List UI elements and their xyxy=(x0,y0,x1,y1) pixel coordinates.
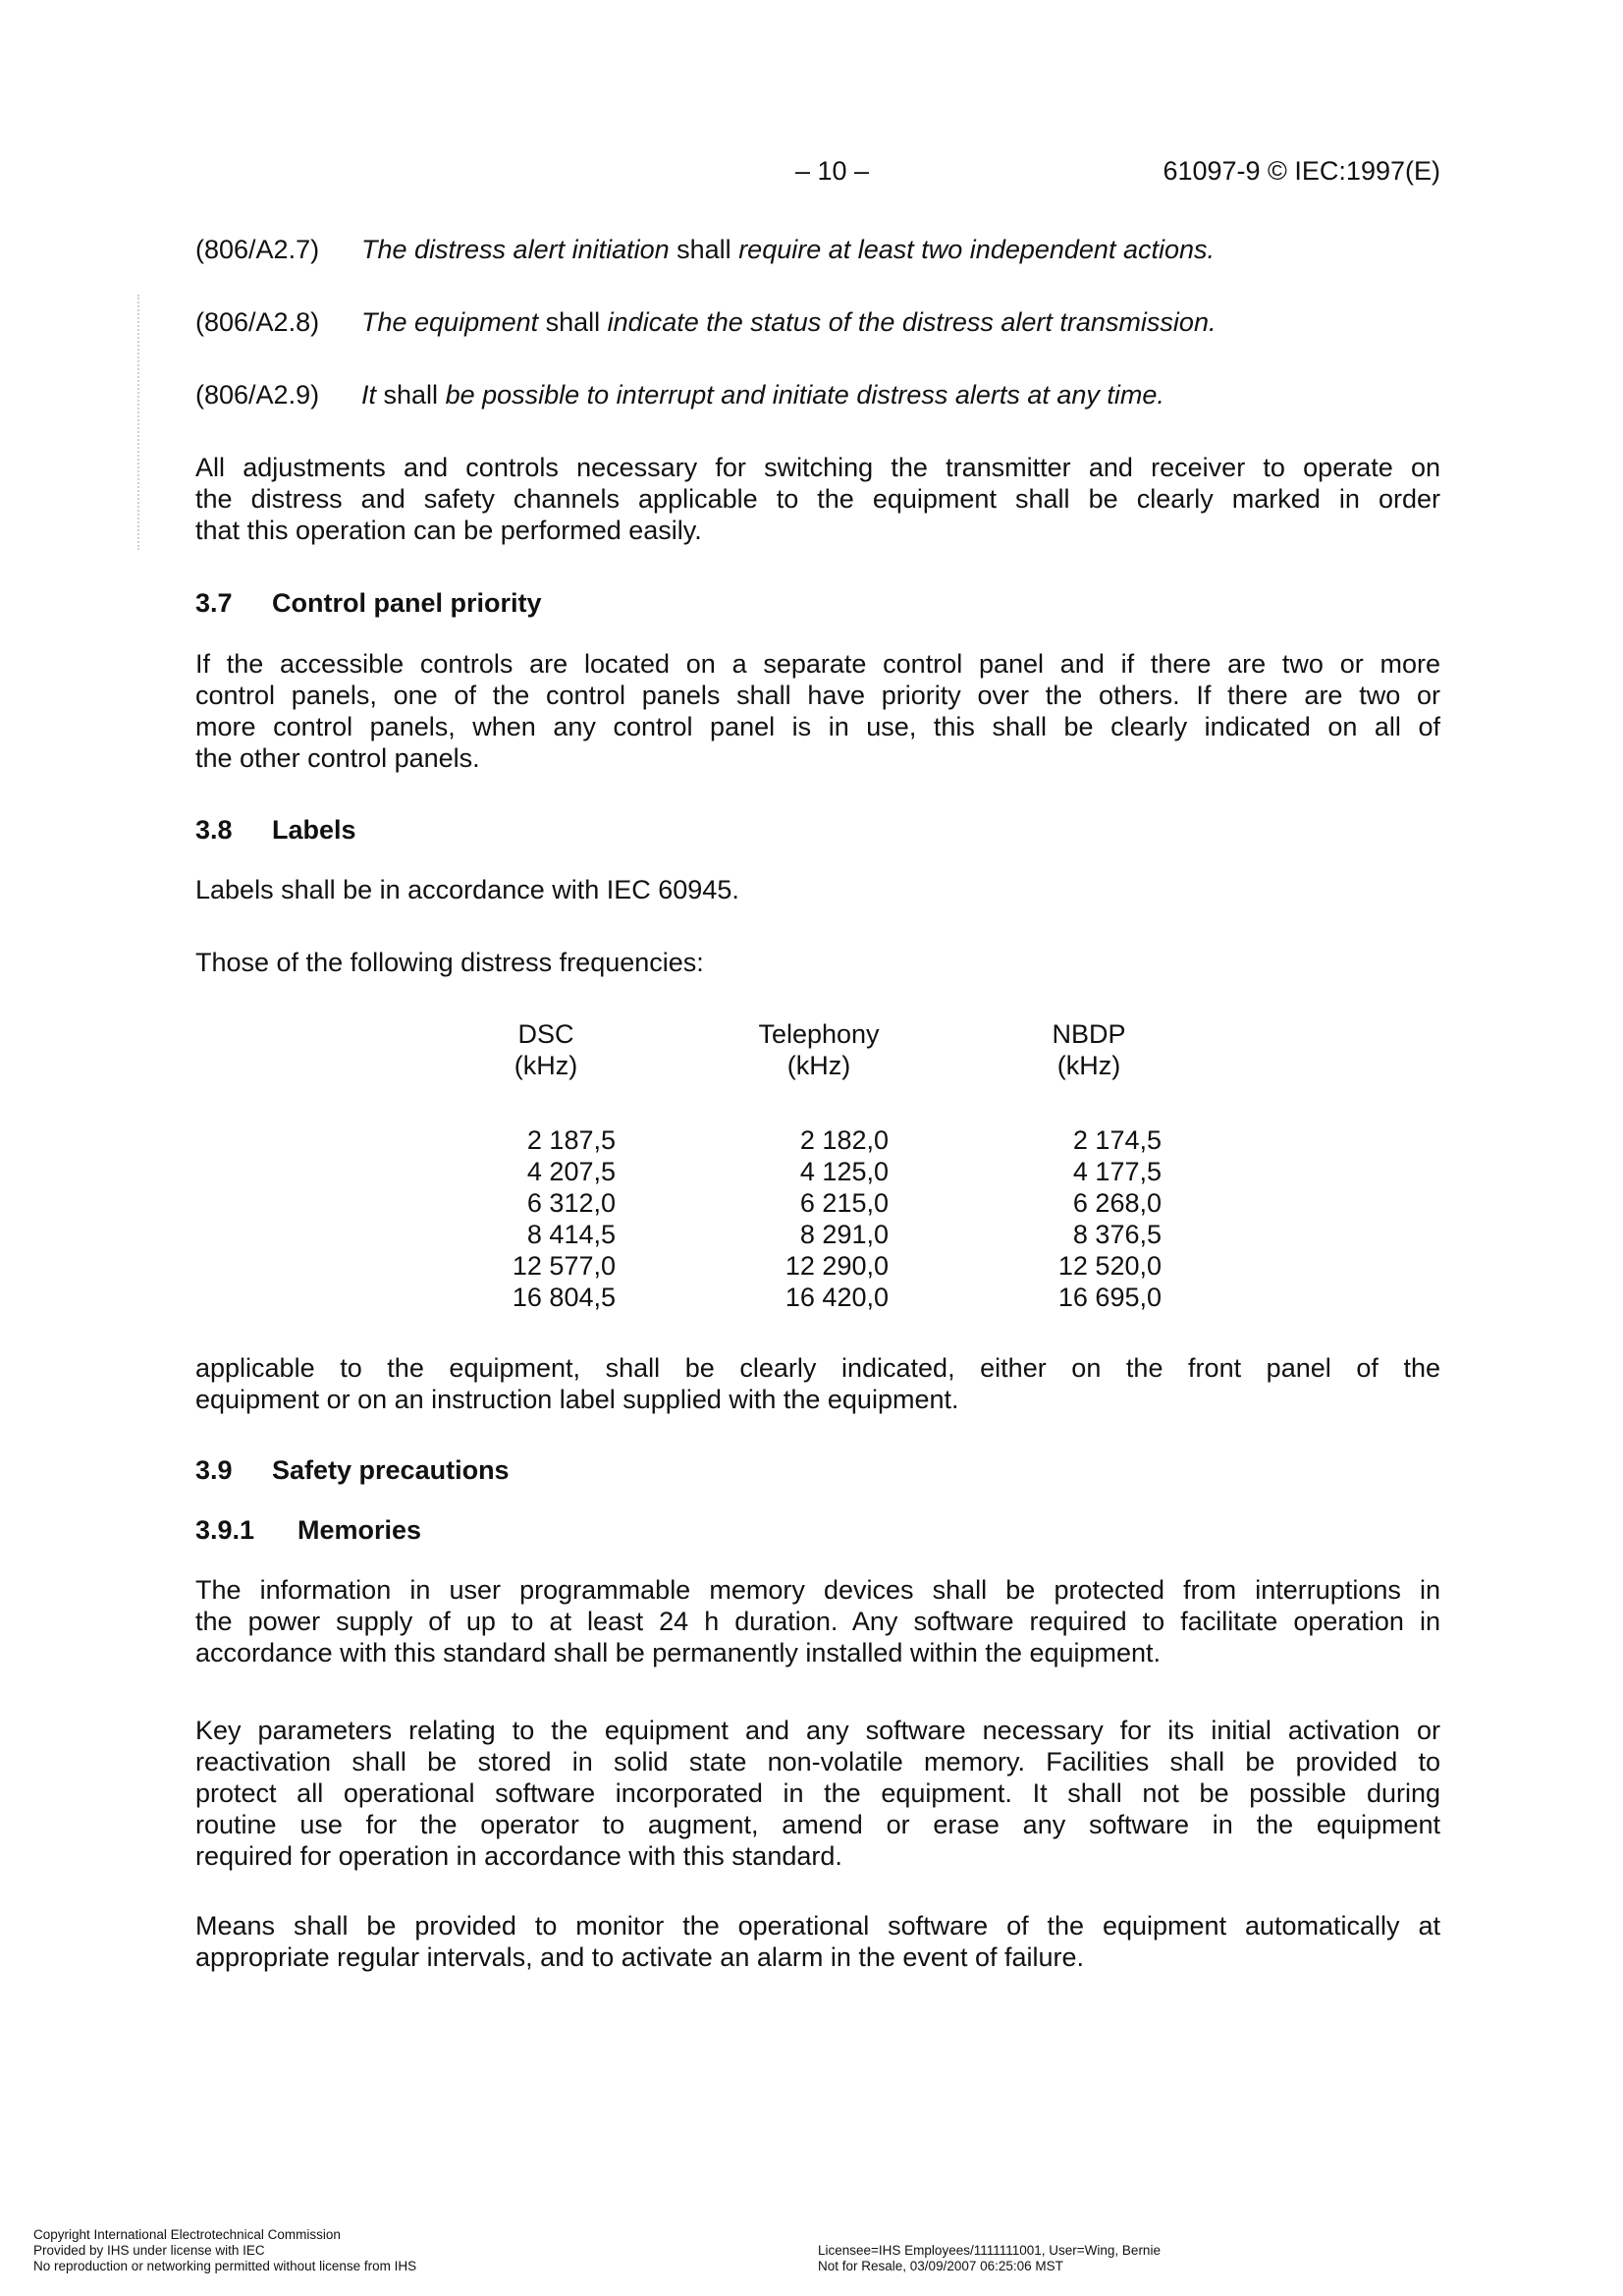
requirement-text-part: The equipment xyxy=(361,307,539,337)
table-cell: 16 804,5 xyxy=(512,1283,616,1312)
table-cell: 6 268,0 xyxy=(1072,1188,1162,1218)
table-cell: 8 414,5 xyxy=(526,1220,616,1249)
column-unit: (kHz) xyxy=(1056,1051,1121,1080)
footer-line: No reproduction or networking permitted without license from IHS xyxy=(33,2259,417,2273)
column-header: Telephony xyxy=(758,1019,880,1049)
paragraph-line: All adjustments and controls necessary for switching the transmitter and receiver to operate on xyxy=(195,453,1440,482)
requirement-text xyxy=(361,379,1164,410)
column-header: DSC xyxy=(517,1019,574,1049)
paragraph-line: protect all operational software incorporated in the equipment. It shall not be possible during xyxy=(195,1778,1440,1808)
table-cell: 12 577,0 xyxy=(512,1251,616,1281)
column-header: NBDP xyxy=(1052,1019,1126,1049)
section-number: 3.9 xyxy=(195,1455,233,1485)
paragraph-line: equipment or on an instruction label supplied with the equipment. xyxy=(195,1385,959,1414)
table-cell: 12 520,0 xyxy=(1057,1251,1162,1281)
frequencies-intro: Those of the following distress frequencies: xyxy=(195,948,704,977)
paragraph-line: required for operation in accordance with this standard. xyxy=(195,1841,842,1871)
requirement-ref: (806/A2.8) xyxy=(195,307,320,337)
section-3-8-heading xyxy=(195,814,356,846)
column-unit: (kHz) xyxy=(786,1051,851,1080)
document-id: 61097-9 © IEC:1997(E) xyxy=(1163,156,1440,186)
paragraph-line: appropriate regular intervals, and to activate an alarm in the event of failure. xyxy=(195,1942,1085,1972)
section-number: 3.7 xyxy=(195,588,233,618)
requirement-ref: (806/A2.9) xyxy=(195,380,320,410)
requirement-text-part: indicate the status of the distress alert transmission. xyxy=(607,307,1217,337)
paragraph-line: the other control panels. xyxy=(195,743,480,773)
table-cell: 2 182,0 xyxy=(799,1125,889,1155)
paragraph-line: If the accessible controls are located on a separate control panel and if there are two or more xyxy=(195,649,1440,679)
section-title: Safety precautions xyxy=(272,1455,510,1485)
paragraph-line: accordance with this standard shall be permanently installed within the equipment. xyxy=(195,1638,1162,1667)
table-cell: 12 290,0 xyxy=(784,1251,889,1281)
requirement-text-part: be possible to interrupt and initiate distress alerts at any time. xyxy=(445,380,1164,410)
table-cell: 16 420,0 xyxy=(784,1283,889,1312)
paragraph-line: applicable to the equipment, shall be clearly indicated, either on the front panel of the xyxy=(195,1353,1440,1383)
requirement-text-part: shall xyxy=(538,307,608,337)
section-number: 3.9.1 xyxy=(195,1515,255,1545)
footer-line: Not for Resale, 03/09/2007 06:25:06 MST xyxy=(818,2259,1063,2273)
paragraph-line: routine use for the operator to augment, amend or erase any software in the equipment xyxy=(195,1810,1440,1839)
requirement-text xyxy=(361,234,1215,265)
paragraph-line: The information in user programmable memory devices shall be protected from interruptions in xyxy=(195,1575,1440,1605)
margin-change-bar xyxy=(137,295,143,550)
footer-line: Provided by IHS under license with IEC xyxy=(33,2243,265,2258)
paragraph-line: the power supply of up to at least 24 h duration. Any software required to facilitate operation in xyxy=(195,1607,1440,1636)
section-title: Memories xyxy=(298,1515,422,1545)
table-cell: 6 215,0 xyxy=(799,1188,889,1218)
column-unit: (kHz) xyxy=(514,1051,578,1080)
paragraph-line: more control panels, when any control panel is in use, this shall be clearly indicated on all of xyxy=(195,712,1440,741)
section-title: Labels xyxy=(272,815,356,845)
section-number: 3.8 xyxy=(195,815,233,845)
paragraph-line: that this operation can be performed easily. xyxy=(195,516,702,545)
table-cell: 8 291,0 xyxy=(799,1220,889,1249)
section-3-9-heading xyxy=(195,1454,510,1486)
table-cell: 2 187,5 xyxy=(526,1125,616,1155)
footer-line: Copyright International Electrotechnical Commission xyxy=(33,2227,341,2242)
requirement-text-part: shall xyxy=(669,235,739,264)
section-3-7-heading xyxy=(195,587,542,619)
paragraph-line: reactivation shall be stored in solid state non-volatile memory. Facilities shall be provided to xyxy=(195,1747,1440,1777)
table-cell: 8 376,5 xyxy=(1072,1220,1162,1249)
labels-paragraph: Labels shall be in accordance with IEC 60945. xyxy=(195,875,739,904)
requirement-text-part: It xyxy=(361,380,377,410)
page-number: – 10 – xyxy=(795,156,870,186)
paragraph-line: Key parameters relating to the equipment and any software necessary for its initial activation or xyxy=(195,1716,1440,1745)
table-cell: 4 125,0 xyxy=(799,1157,889,1186)
section-3-9-1-heading xyxy=(195,1514,421,1546)
table-cell: 2 174,5 xyxy=(1072,1125,1162,1155)
paragraph-line: Means shall be provided to monitor the operational software of the equipment automatically at xyxy=(195,1911,1440,1941)
requirement-text-part: shall xyxy=(376,380,446,410)
table-cell: 4 207,5 xyxy=(526,1157,616,1186)
requirement-ref: (806/A2.7) xyxy=(195,235,320,264)
table-cell: 4 177,5 xyxy=(1072,1157,1162,1186)
requirement-text-part: require at least two independent actions. xyxy=(738,235,1216,264)
footer-line: Licensee=IHS Employees/1111111001, User=Wing, Bernie xyxy=(818,2243,1161,2258)
paragraph-line: the distress and safety channels applicable to the equipment shall be clearly marked in order xyxy=(195,484,1440,514)
requirement-text-part: The distress alert initiation xyxy=(361,235,670,264)
table-cell: 16 695,0 xyxy=(1057,1283,1162,1312)
section-title: Control panel priority xyxy=(272,588,542,618)
table-cell: 6 312,0 xyxy=(526,1188,616,1218)
requirement-text xyxy=(361,306,1216,338)
paragraph-line: control panels, one of the control panels shall have priority over the others. If there are two or xyxy=(195,681,1440,710)
